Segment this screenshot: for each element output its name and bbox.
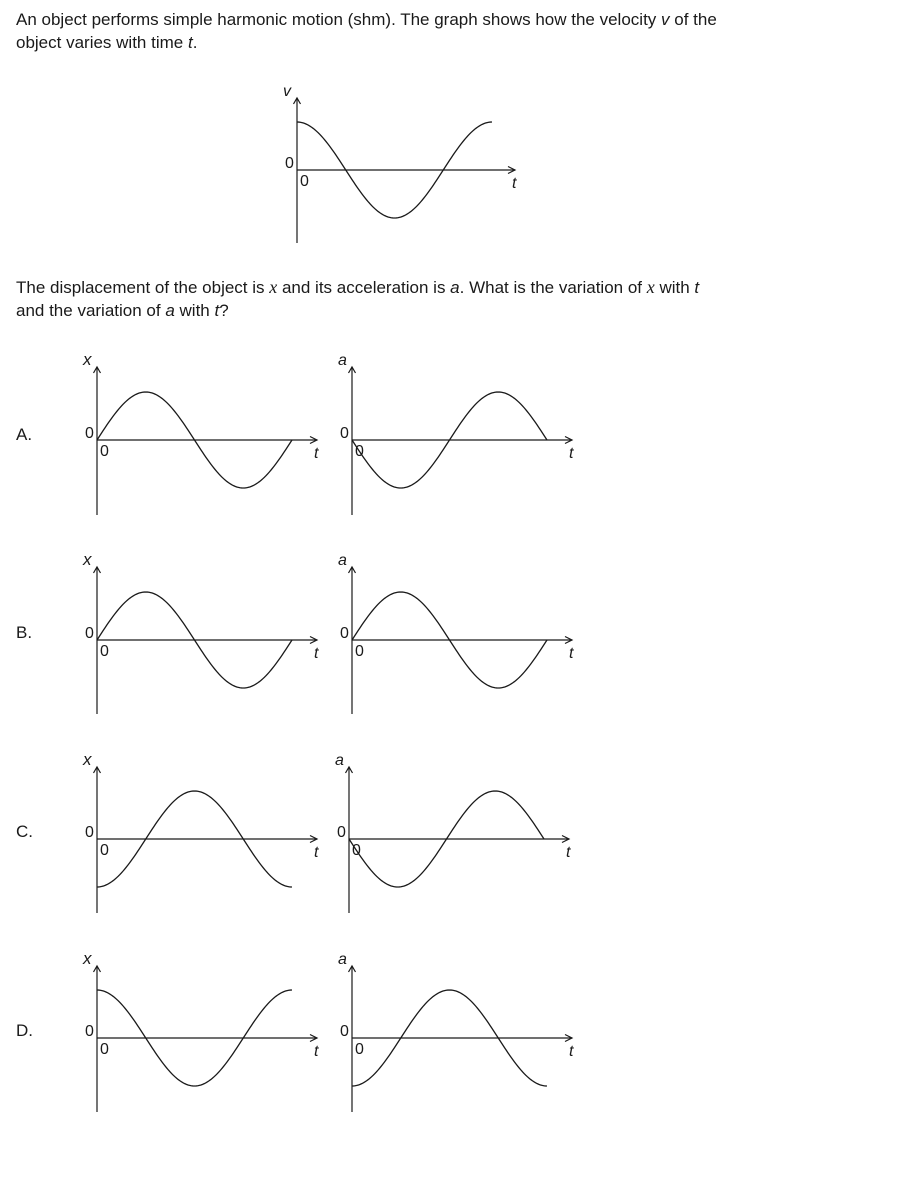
origin-label-x: 0: [100, 842, 109, 859]
y-axis-label: x: [83, 550, 92, 569]
stem-a: a: [450, 278, 460, 297]
x-axis-label: t: [314, 645, 319, 662]
x-axis-label: t: [314, 1043, 319, 1060]
y-axis-label: v: [283, 83, 291, 100]
y-axis-label: x: [83, 350, 92, 369]
origin-label-y: 0: [85, 625, 94, 642]
intro-text: An object performs simple harmonic motion (shm). The graph shows how the velocity: [16, 10, 662, 29]
option-d-label[interactable]: D.: [16, 1021, 33, 1040]
origin-label-y: 0: [85, 1023, 94, 1040]
origin-label-y: 0: [85, 425, 94, 442]
graph-6: [82, 750, 319, 913]
origin-label-y: 0: [340, 1023, 349, 1040]
intro-text-4: .: [192, 33, 198, 52]
graph-9: [338, 951, 574, 1112]
y-axis-label: x: [83, 750, 92, 769]
stem-t: t: [694, 278, 700, 297]
x-axis-label: t: [569, 1043, 574, 1060]
origin-label-x: 0: [355, 443, 364, 460]
option-b-label[interactable]: B.: [16, 623, 33, 642]
x-axis-label: t: [314, 844, 319, 861]
x-axis-label: t: [314, 445, 319, 462]
stem-text-3: . What is the variation of: [459, 278, 647, 297]
stem-x-2: x: [646, 277, 655, 297]
stem-text-2: and its acceleration is: [277, 278, 451, 297]
stem-text-5: and the variation of: [16, 301, 166, 320]
origin-label-x: 0: [352, 842, 361, 859]
origin-label-x: 0: [100, 1041, 109, 1058]
origin-label-x: 0: [355, 1041, 364, 1058]
graph-1: [283, 83, 517, 243]
y-axis-label: x: [83, 949, 92, 968]
stem-text-4: with: [654, 278, 695, 297]
option-c-label[interactable]: C.: [16, 822, 33, 841]
graph-2: [82, 350, 319, 515]
graph-5: [338, 552, 574, 714]
graph-3: [338, 352, 574, 515]
origin-label-x: 0: [100, 643, 109, 660]
origin-label-y: 0: [85, 824, 94, 841]
x-axis-label: t: [566, 844, 571, 861]
intro-text-2: of the: [669, 10, 717, 29]
y-axis-label: a: [335, 752, 344, 769]
stem-t-2: t: [214, 301, 220, 320]
option-a-label[interactable]: A.: [16, 425, 33, 444]
origin-label-x: 0: [300, 173, 309, 190]
stem-a-2: a: [165, 301, 175, 320]
origin-label-x: 0: [100, 443, 109, 460]
origin-label-y: 0: [337, 824, 346, 841]
origin-label-y: 0: [340, 625, 349, 642]
x-axis-label: t: [512, 175, 517, 192]
y-axis-label: a: [338, 552, 347, 569]
origin-label-y: 0: [340, 425, 349, 442]
stem-text: The displacement of the object is: [16, 278, 270, 297]
graph-8: [82, 949, 319, 1112]
origin-label-y: 0: [285, 155, 294, 172]
stem-text-6: with: [174, 301, 215, 320]
stem-text-7: ?: [219, 301, 229, 320]
graph-4: [82, 550, 319, 714]
x-axis-label: t: [569, 645, 574, 662]
intro-v: v: [661, 10, 670, 29]
intro-t: t: [187, 33, 193, 52]
intro-text-3: object varies with time: [16, 33, 188, 52]
y-axis-label: a: [338, 352, 347, 369]
stem-x: x: [269, 277, 278, 297]
origin-label-x: 0: [355, 643, 364, 660]
graph-7: [335, 752, 571, 913]
x-axis-label: t: [569, 445, 574, 462]
y-axis-label: a: [338, 951, 347, 968]
